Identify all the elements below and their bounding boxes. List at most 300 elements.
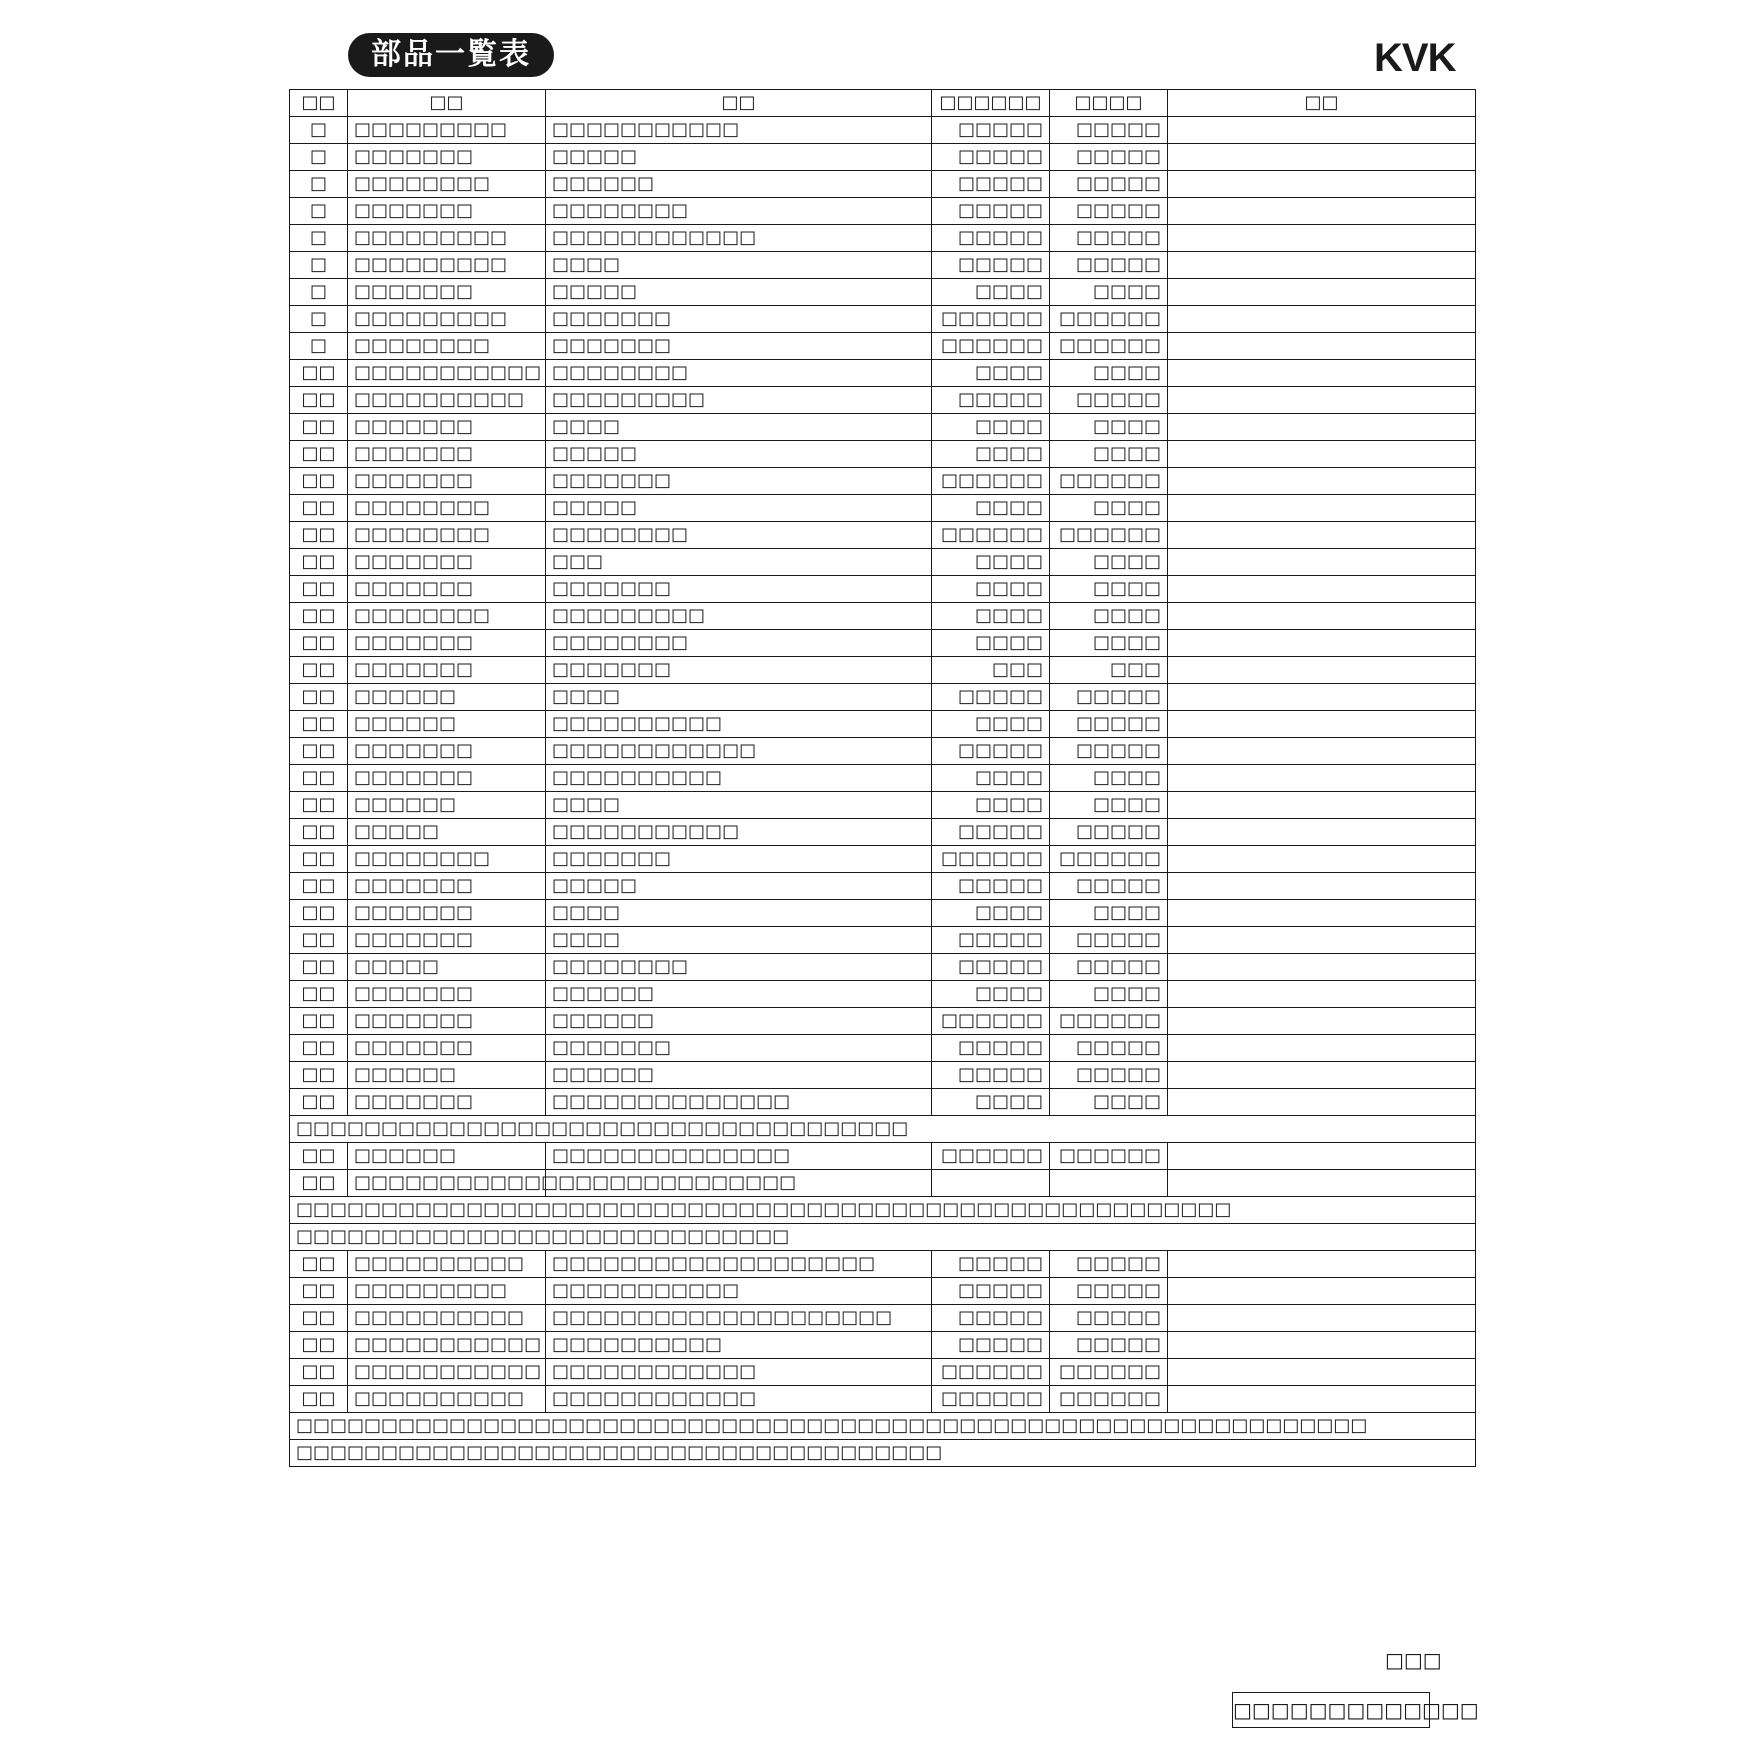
remarks-cell — [1168, 1089, 1476, 1116]
remarks-cell — [1168, 684, 1476, 711]
remarks-cell — [1168, 171, 1476, 198]
tax-price: □□□□ — [1050, 549, 1168, 576]
table-row — [290, 468, 1476, 495]
document-code: □□□□□□□□□□□□□ — [1232, 1692, 1430, 1728]
remarks-cell — [1168, 144, 1476, 171]
row-number: □□ — [290, 657, 348, 684]
row-number: □□ — [290, 603, 348, 630]
tax-price — [1050, 1170, 1168, 1197]
list-price: □□□□□ — [932, 198, 1050, 225]
table-row — [290, 792, 1476, 819]
row-number: □□ — [290, 1062, 348, 1089]
note-row — [290, 1413, 1476, 1440]
part-code: □□□□□□ — [348, 1143, 546, 1170]
tax-price: □□□□□ — [1050, 252, 1168, 279]
remarks-cell — [1168, 981, 1476, 1008]
table-row — [290, 306, 1476, 333]
tax-price: □□□□ — [1050, 765, 1168, 792]
list-price: □□□□ — [932, 441, 1050, 468]
list-price: □□□□□ — [932, 1278, 1050, 1305]
row-number: □ — [290, 252, 348, 279]
part-code: □□□□□□□□□ — [348, 117, 546, 144]
part-code: □□□□□□□□ — [348, 495, 546, 522]
remarks-cell — [1168, 1062, 1476, 1089]
tax-price: □□□□□□ — [1050, 522, 1168, 549]
table-row — [290, 684, 1476, 711]
header-remarks: □□ — [1168, 90, 1476, 117]
part-name: □□□□□□□□ — [546, 630, 932, 657]
list-price: □□□□□□ — [932, 846, 1050, 873]
remarks-cell — [1168, 468, 1476, 495]
list-price: □□□□□□ — [932, 333, 1050, 360]
remarks-cell — [1168, 1035, 1476, 1062]
remarks-cell — [1168, 198, 1476, 225]
part-code: □□□□□□□ — [348, 549, 546, 576]
list-price: □□□□□ — [932, 927, 1050, 954]
tax-price: □□□□ — [1050, 495, 1168, 522]
note-text: □□□□□□□□□□□□□□□□□□□□□□□□□□□□□□□□□□□□□□□□□□□□□□□□□□□□□□□□□□□□□□□ — [290, 1413, 1476, 1440]
remarks-cell — [1168, 522, 1476, 549]
row-number: □□ — [290, 792, 348, 819]
part-name: □□□□□□ — [546, 1062, 932, 1089]
list-price: □□□□ — [932, 630, 1050, 657]
list-price: □□□□ — [932, 900, 1050, 927]
remarks-cell — [1168, 711, 1476, 738]
row-number: □□ — [290, 954, 348, 981]
tax-price: □□□□ — [1050, 603, 1168, 630]
part-code: □□□□□□□□□□□ — [348, 1332, 546, 1359]
table-header-row — [290, 90, 1476, 117]
row-number: □□ — [290, 927, 348, 954]
part-name: □□□□□□□□ — [546, 360, 932, 387]
part-name: □□□□□ — [546, 279, 932, 306]
remarks-cell — [1168, 819, 1476, 846]
tax-price: □□□ — [1050, 657, 1168, 684]
table-row — [290, 1359, 1476, 1386]
row-number: □□ — [290, 1008, 348, 1035]
remarks-cell — [1168, 1386, 1476, 1413]
part-name: □□□□□ — [546, 495, 932, 522]
tax-price: □□□□□ — [1050, 117, 1168, 144]
table-row — [290, 1278, 1476, 1305]
part-name: □□□□ — [546, 927, 932, 954]
table-row — [290, 576, 1476, 603]
table-row — [290, 603, 1476, 630]
row-number: □□ — [290, 360, 348, 387]
remarks-cell — [1168, 630, 1476, 657]
part-code: □□□□□□□□□□ — [348, 1251, 546, 1278]
list-price: □□□□□ — [932, 1251, 1050, 1278]
part-name: □□□□□□□ — [546, 846, 932, 873]
part-code: □□□□□□□ — [348, 630, 546, 657]
row-number: □□ — [290, 414, 348, 441]
remarks-cell — [1168, 387, 1476, 414]
part-code: □□□□□□□ — [348, 198, 546, 225]
remarks-cell — [1168, 1143, 1476, 1170]
part-code: □□□□□□□□ — [348, 522, 546, 549]
note-row — [290, 1116, 1476, 1143]
row-number: □□ — [290, 1359, 348, 1386]
table-row — [290, 711, 1476, 738]
part-code: □□□□□□□ — [348, 657, 546, 684]
part-name: □□□□□□ — [546, 981, 932, 1008]
part-code: □□□□□□□ — [348, 576, 546, 603]
part-name: □□□□□□ — [546, 171, 932, 198]
tax-price: □□□□ — [1050, 630, 1168, 657]
part-code: □□□□□□□□□□□ — [348, 1359, 546, 1386]
part-name: □□□□□□□ — [546, 333, 932, 360]
row-number: □ — [290, 333, 348, 360]
part-code: □□□□□□□ — [348, 738, 546, 765]
list-price: □□□□□ — [932, 252, 1050, 279]
list-price: □□□□ — [932, 495, 1050, 522]
tax-price: □□□□□ — [1050, 1035, 1168, 1062]
remarks-cell — [1168, 1305, 1476, 1332]
list-price: □□□□□□ — [932, 1008, 1050, 1035]
tax-price: □□□□□□ — [1050, 846, 1168, 873]
part-name: □□□□ — [546, 252, 932, 279]
header-tax: □□□□ — [1050, 90, 1168, 117]
table-row — [290, 630, 1476, 657]
row-number: □ — [290, 279, 348, 306]
table-row — [290, 1008, 1476, 1035]
header-name: □□ — [546, 90, 932, 117]
row-number: □□ — [290, 522, 348, 549]
tax-price: □□□□□ — [1050, 1251, 1168, 1278]
row-number: □ — [290, 117, 348, 144]
part-name: □□□□□□□□□□□□□□ — [546, 1089, 932, 1116]
remarks-cell — [1168, 1278, 1476, 1305]
tax-price: □□□□□□ — [1050, 1359, 1168, 1386]
row-number: □□ — [290, 495, 348, 522]
table-row — [290, 954, 1476, 981]
table-row — [290, 1089, 1476, 1116]
table-row — [290, 414, 1476, 441]
table-row — [290, 819, 1476, 846]
part-code: □□□□□□□ — [348, 144, 546, 171]
list-price: □□□□□ — [932, 954, 1050, 981]
part-name: □□□ — [546, 549, 932, 576]
tax-price: □□□□ — [1050, 981, 1168, 1008]
part-code: □□□□□□□□□□ — [348, 1305, 546, 1332]
tax-price: □□□□□ — [1050, 1062, 1168, 1089]
row-number: □□ — [290, 1305, 348, 1332]
table-row — [290, 1143, 1476, 1170]
header-price: □□□□□□ — [932, 90, 1050, 117]
row-number: □ — [290, 144, 348, 171]
remarks-cell — [1168, 252, 1476, 279]
tax-price: □□□□□□ — [1050, 468, 1168, 495]
tax-price: □□□□□□ — [1050, 333, 1168, 360]
row-number: □□ — [290, 1035, 348, 1062]
list-price: □□□□□□ — [932, 1143, 1050, 1170]
part-code: □□□□□□ — [348, 792, 546, 819]
part-code: □□□□□□□□ — [348, 846, 546, 873]
table-row — [290, 117, 1476, 144]
remarks-cell — [1168, 954, 1476, 981]
note-text: □□□□□□□□□□□□□□□□□□□□□□□□□□□□□□□□□□□□□□□□□□□□□□□□□□□□□□□ — [290, 1197, 1476, 1224]
part-name: □□□□□□□ — [546, 657, 932, 684]
tax-price: □□□□□ — [1050, 1305, 1168, 1332]
remarks-cell — [1168, 414, 1476, 441]
table-row — [290, 1332, 1476, 1359]
list-price: □□□□□ — [932, 1332, 1050, 1359]
part-name: □□□□□□□□ — [546, 522, 932, 549]
row-number: □□ — [290, 846, 348, 873]
part-name: □□□□□□□□□□□□□□ — [546, 1143, 932, 1170]
table-row — [290, 1035, 1476, 1062]
table-row — [290, 738, 1476, 765]
table-row — [290, 333, 1476, 360]
remarks-cell — [1168, 495, 1476, 522]
part-code: □□□□□□□□□ — [348, 1278, 546, 1305]
remarks-cell — [1168, 1251, 1476, 1278]
list-price: □□□□□ — [932, 144, 1050, 171]
part-code: □□□□□□□□□□□ — [348, 360, 546, 387]
part-name: □□□□□□□ — [546, 576, 932, 603]
row-number: □□ — [290, 468, 348, 495]
part-name: □□□□□□ — [546, 1008, 932, 1035]
part-code: □□□□□□□□□ — [348, 225, 546, 252]
remarks-cell — [1168, 927, 1476, 954]
list-price: □□□□ — [932, 1089, 1050, 1116]
part-name: □□□□□□□□□□ — [546, 1332, 932, 1359]
note-text: □□□□□□□□□□□□□□□□□□□□□□□□□□□□□□□□□□□□ — [290, 1116, 1476, 1143]
remarks-cell — [1168, 738, 1476, 765]
list-price: □□□□ — [932, 981, 1050, 1008]
table-row — [290, 495, 1476, 522]
tax-price: □□□□□ — [1050, 198, 1168, 225]
part-name: □□□□□□□□ — [546, 954, 932, 981]
list-price: □□□□ — [932, 414, 1050, 441]
remarks-cell — [1168, 279, 1476, 306]
page-number: □□□ — [1385, 1648, 1442, 1672]
remarks-cell — [1168, 765, 1476, 792]
list-price: □□□□ — [932, 603, 1050, 630]
part-code: □□□□□□□ — [348, 279, 546, 306]
tax-price: □□□□□ — [1050, 711, 1168, 738]
list-price: □□□□ — [932, 360, 1050, 387]
part-code: □□□□□ — [348, 954, 546, 981]
part-name: □□□□□□□ — [546, 468, 932, 495]
part-code: □□□□□□□ — [348, 927, 546, 954]
table-row — [290, 252, 1476, 279]
part-code: □□□□□□□□□□ — [348, 1386, 546, 1413]
part-code: □□□□□□□ — [348, 1008, 546, 1035]
tax-price: □□□□□ — [1050, 171, 1168, 198]
part-code: □□□□□□□ — [348, 981, 546, 1008]
table-row — [290, 360, 1476, 387]
tax-price: □□□□□□ — [1050, 1008, 1168, 1035]
row-number: □□ — [290, 387, 348, 414]
part-name: □□□□□□□□□□□ — [546, 117, 932, 144]
part-name: □□□□□□□□□□□□ — [546, 1386, 932, 1413]
table-row — [290, 846, 1476, 873]
row-number: □□ — [290, 873, 348, 900]
row-number: □□ — [290, 684, 348, 711]
part-code: □□□□□□□□□□□□□□□□□□□□□□□□□□ — [348, 1170, 546, 1197]
part-name: □□□□ — [546, 900, 932, 927]
table-row — [290, 1251, 1476, 1278]
part-code: □□□□□□□ — [348, 414, 546, 441]
row-number: □□ — [290, 1278, 348, 1305]
row-number: □□ — [290, 900, 348, 927]
table-row — [290, 657, 1476, 684]
row-number: □□ — [290, 765, 348, 792]
table-row — [290, 900, 1476, 927]
table-row — [290, 1170, 1476, 1197]
table-row — [290, 387, 1476, 414]
part-name: □□□□□ — [546, 144, 932, 171]
tax-price: □□□□□ — [1050, 927, 1168, 954]
table-row — [290, 171, 1476, 198]
remarks-cell — [1168, 549, 1476, 576]
tax-price: □□□□□ — [1050, 873, 1168, 900]
remarks-cell — [1168, 576, 1476, 603]
tax-price: □□□□□□ — [1050, 1143, 1168, 1170]
list-price: □□□□ — [932, 576, 1050, 603]
part-name: □□□□□□□ — [546, 1035, 932, 1062]
remarks-cell — [1168, 225, 1476, 252]
part-code: □□□□□□□□□□ — [348, 387, 546, 414]
part-name: □□□□□□□□□□□□□□□□□□□ — [546, 1251, 932, 1278]
tax-price: □□□□□ — [1050, 738, 1168, 765]
part-code: □□□□□□□ — [348, 765, 546, 792]
table-row — [290, 873, 1476, 900]
table-row — [290, 198, 1476, 225]
list-price: □□□□ — [932, 765, 1050, 792]
parts-table — [289, 89, 1476, 1467]
part-name: □□□□□□□ — [546, 306, 932, 333]
table-row — [290, 1386, 1476, 1413]
tax-price: □□□□□ — [1050, 684, 1168, 711]
list-price: □□□□□ — [932, 738, 1050, 765]
table-row — [290, 981, 1476, 1008]
part-code: □□□□□□ — [348, 1062, 546, 1089]
list-price: □□□□□ — [932, 684, 1050, 711]
part-code: □□□□□□ — [348, 684, 546, 711]
note-row — [290, 1440, 1476, 1467]
table-row — [290, 279, 1476, 306]
table-row — [290, 522, 1476, 549]
part-code: □□□□□□□□□ — [348, 306, 546, 333]
row-number: □□ — [290, 549, 348, 576]
part-code: □□□□□□□ — [348, 441, 546, 468]
part-code: □□□□□□□ — [348, 1089, 546, 1116]
list-price: □□□□ — [932, 711, 1050, 738]
remarks-cell — [1168, 792, 1476, 819]
row-number: □□ — [290, 1386, 348, 1413]
part-name: □□□□□□□□□□ — [546, 711, 932, 738]
remarks-cell — [1168, 333, 1476, 360]
part-code: □□□□□ — [348, 819, 546, 846]
part-name: □□□□□□□□□□□□□□□□□□□□ — [546, 1305, 932, 1332]
list-price: □□□□□□ — [932, 1386, 1050, 1413]
tax-price: □□□□ — [1050, 900, 1168, 927]
table-row — [290, 549, 1476, 576]
remarks-cell — [1168, 900, 1476, 927]
header-no: □□ — [290, 90, 348, 117]
remarks-cell — [1168, 1170, 1476, 1197]
part-name: □□□□□□□□□□ — [546, 765, 932, 792]
tax-price: □□□□ — [1050, 576, 1168, 603]
remarks-cell — [1168, 1332, 1476, 1359]
table-row — [290, 1062, 1476, 1089]
remarks-cell — [1168, 1008, 1476, 1035]
part-name: □□□□ — [546, 414, 932, 441]
list-price: □□□□□ — [932, 1062, 1050, 1089]
list-price: □□□□□□ — [932, 306, 1050, 333]
part-name: □□□□□□□□□ — [546, 603, 932, 630]
list-price: □□□□□□ — [932, 522, 1050, 549]
remarks-cell — [1168, 306, 1476, 333]
note-text: □□□□□□□□□□□□□□□□□□□□□□□□□□□□□ — [290, 1224, 1476, 1251]
note-row — [290, 1224, 1476, 1251]
row-number: □ — [290, 171, 348, 198]
part-code: □□□□□□□ — [348, 1035, 546, 1062]
remarks-cell — [1168, 441, 1476, 468]
list-price: □□□□□ — [932, 117, 1050, 144]
row-number: □□ — [290, 1332, 348, 1359]
list-price — [932, 1170, 1050, 1197]
row-number: □□ — [290, 1170, 348, 1197]
part-code: □□□□□□□ — [348, 468, 546, 495]
table-row — [290, 1305, 1476, 1332]
list-price: □□□ — [932, 657, 1050, 684]
remarks-cell — [1168, 846, 1476, 873]
tax-price: □□□□ — [1050, 441, 1168, 468]
list-price: □□□□□ — [932, 873, 1050, 900]
table-row — [290, 441, 1476, 468]
remarks-cell — [1168, 873, 1476, 900]
part-code: □□□□□□□ — [348, 900, 546, 927]
row-number: □□ — [290, 1251, 348, 1278]
tax-price: □□□□□ — [1050, 387, 1168, 414]
tax-price: □□□□□ — [1050, 225, 1168, 252]
part-name: □□□□□□□□□ — [546, 387, 932, 414]
part-name: □□□□□□□□□□□ — [546, 1278, 932, 1305]
part-code: □□□□□□□□ — [348, 171, 546, 198]
list-price: □□□□□ — [932, 1305, 1050, 1332]
note-row — [290, 1197, 1476, 1224]
row-number: □□ — [290, 711, 348, 738]
tax-price: □□□□ — [1050, 279, 1168, 306]
tax-price: □□□□ — [1050, 360, 1168, 387]
part-name: □□□□□□□□□□□□ — [546, 1359, 932, 1386]
brand-logo: KVK — [1374, 36, 1456, 80]
tax-price: □□□□□ — [1050, 954, 1168, 981]
remarks-cell — [1168, 117, 1476, 144]
part-name: □□□□□□□□□□□□ — [546, 225, 932, 252]
part-name: □□□□□□□□□□□ — [546, 819, 932, 846]
tax-price: □□□□ — [1050, 414, 1168, 441]
part-name: □□□□□ — [546, 441, 932, 468]
row-number: □□ — [290, 441, 348, 468]
row-number: □□ — [290, 1143, 348, 1170]
page-title: 部品一覧表 — [348, 33, 554, 77]
row-number: □□ — [290, 738, 348, 765]
tax-price: □□□□□ — [1050, 819, 1168, 846]
list-price: □□□□□ — [932, 225, 1050, 252]
row-number: □ — [290, 198, 348, 225]
remarks-cell — [1168, 603, 1476, 630]
row-number: □□ — [290, 819, 348, 846]
part-name: □□□□□□□□□□□□ — [546, 738, 932, 765]
part-code: □□□□□□□□□ — [348, 252, 546, 279]
row-number: □□ — [290, 630, 348, 657]
row-number: □ — [290, 225, 348, 252]
part-code: □□□□□□□ — [348, 873, 546, 900]
